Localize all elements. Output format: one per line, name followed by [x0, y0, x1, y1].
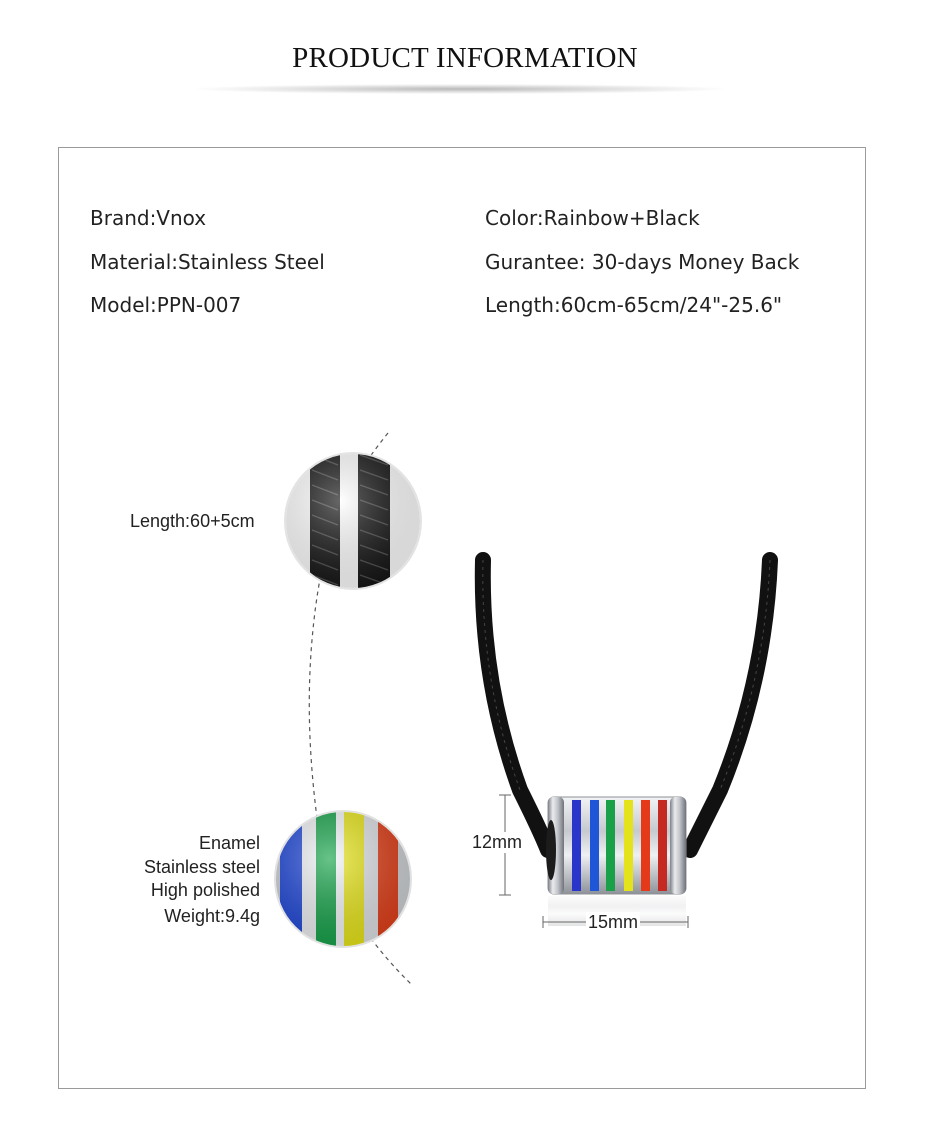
- height-dimension-label: 12mm: [472, 832, 523, 852]
- spec-length: Length:60cm-65cm/24"-25.6": [485, 293, 783, 317]
- pendant-illustration: [483, 560, 770, 928]
- enamel-label: Enamel: [198, 833, 260, 853]
- width-dimension-label: 15mm: [588, 912, 639, 932]
- spec-model: Model:PPN-007: [90, 293, 242, 317]
- polished-label: High polished: [150, 880, 260, 900]
- cord-length-label: Length:60+5cm: [130, 511, 255, 531]
- weight-label: Weight:9.4g: [164, 906, 260, 926]
- enamel-detail-icon: [270, 805, 420, 955]
- spec-brand: Brand:Vnox: [90, 206, 207, 230]
- stainless-label: Stainless steel: [143, 857, 260, 877]
- page-title: PRODUCT INFORMATION: [292, 42, 638, 74]
- spec-material: Material:Stainless Steel: [90, 250, 325, 274]
- spec-guarantee: Gurantee: 30-days Money Back: [485, 250, 800, 274]
- spec-color: Color:Rainbow+Black: [485, 206, 700, 230]
- cord-detail-icon: [284, 440, 422, 610]
